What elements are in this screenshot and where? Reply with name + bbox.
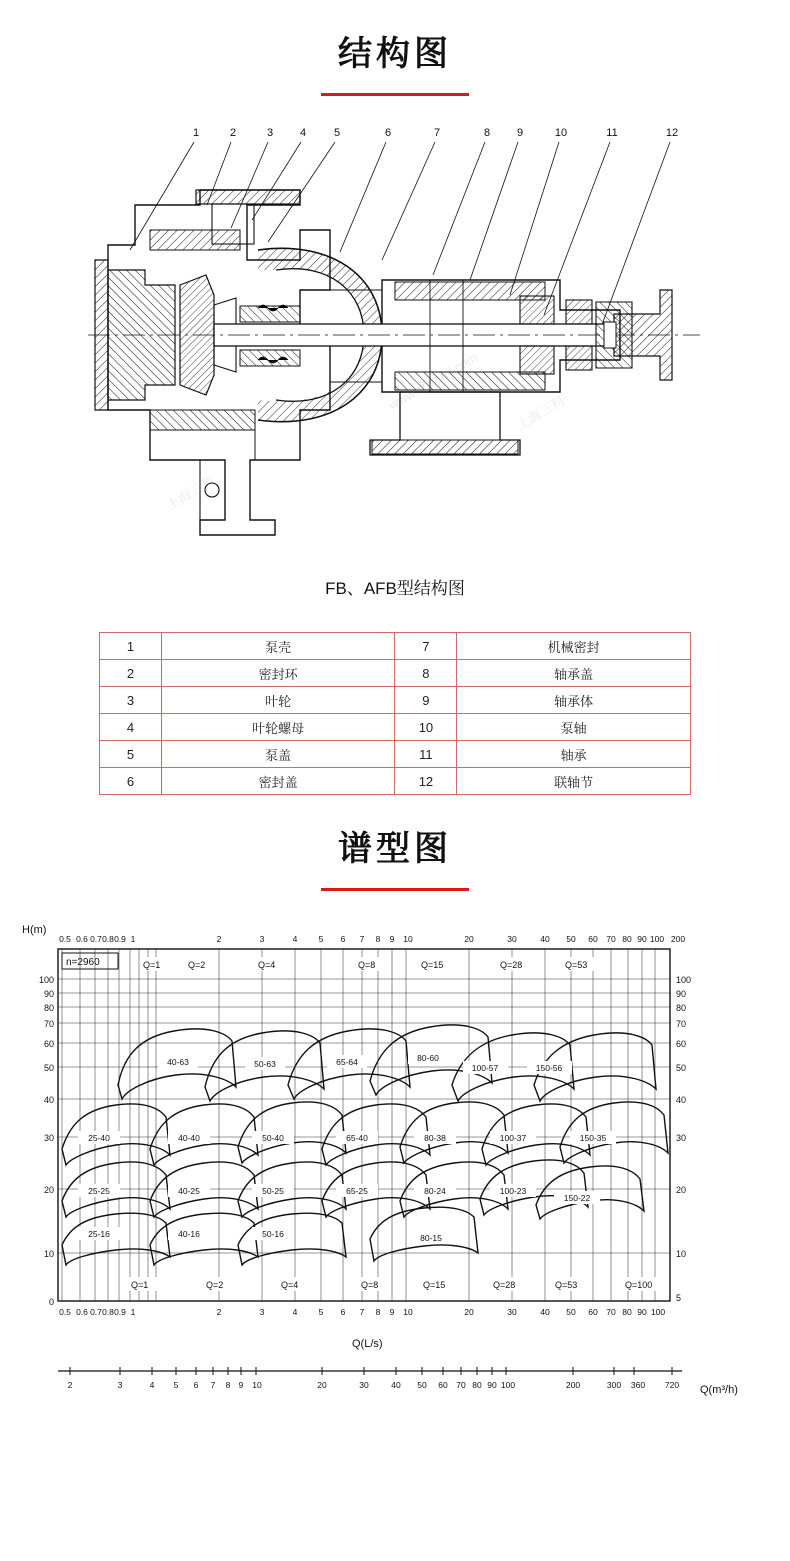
y-axis-label: H(m) (22, 924, 47, 936)
svg-text:5: 5 (676, 1293, 682, 1303)
svg-text:9: 9 (389, 1307, 395, 1317)
part-name: 联轴节 (457, 768, 691, 795)
svg-text:80: 80 (676, 1003, 687, 1013)
svg-text:70: 70 (676, 1019, 687, 1029)
svg-text:0.6: 0.6 (76, 1307, 88, 1317)
svg-text:12: 12 (665, 127, 679, 139)
svg-text:80-38: 80-38 (424, 1133, 446, 1143)
part-name: 叶轮 (161, 687, 395, 714)
horizontal-gridlines (58, 979, 670, 1253)
svg-text:80-24: 80-24 (424, 1186, 446, 1196)
svg-text:0.8: 0.8 (102, 1307, 114, 1317)
svg-text:1: 1 (192, 127, 200, 139)
svg-text:40: 40 (391, 1380, 401, 1390)
svg-text:2: 2 (67, 1380, 73, 1390)
table-row (100, 687, 691, 714)
svg-text:40-63: 40-63 (167, 1057, 189, 1067)
profile-section-title: 谱型图 (338, 830, 452, 868)
svg-text:100: 100 (649, 934, 665, 944)
profile-title-underline (321, 888, 469, 891)
svg-text:4: 4 (292, 934, 298, 944)
svg-text:25-25: 25-25 (88, 1186, 110, 1196)
svg-text:10: 10 (403, 1307, 413, 1317)
svg-text:300: 300 (606, 1380, 622, 1390)
svg-text:50-16: 50-16 (262, 1229, 284, 1239)
svg-text:60: 60 (588, 934, 598, 944)
svg-text:0.7: 0.7 (90, 934, 102, 944)
svg-text:100: 100 (650, 1307, 666, 1317)
svg-text:上海三利: 上海三利 (164, 473, 217, 513)
svg-text:70: 70 (43, 1019, 54, 1029)
svg-text:Q=1: Q=1 (131, 1280, 149, 1290)
part-number: 8 (395, 660, 457, 687)
svg-text:200: 200 (565, 1380, 581, 1390)
svg-text:90: 90 (637, 1307, 647, 1317)
svg-text:5: 5 (318, 1307, 324, 1317)
svg-text:www.shsanli.com: www.shsanli.com (386, 349, 480, 413)
svg-text:Q=4: Q=4 (258, 960, 276, 970)
table-row (100, 714, 691, 741)
svg-text:Q=28: Q=28 (500, 960, 523, 970)
svg-text:9: 9 (238, 1380, 244, 1390)
svg-text:20: 20 (464, 1307, 474, 1317)
svg-text:4: 4 (299, 127, 307, 139)
svg-text:720: 720 (664, 1380, 680, 1390)
svg-text:25-16: 25-16 (88, 1229, 110, 1239)
part-number: 11 (395, 741, 457, 768)
svg-text:30: 30 (676, 1133, 687, 1143)
svg-text:0.7: 0.7 (90, 1307, 102, 1317)
svg-text:50: 50 (566, 1307, 576, 1317)
part-name: 泵盖 (161, 741, 395, 768)
svg-text:2: 2 (216, 934, 222, 944)
svg-text:2: 2 (216, 1307, 222, 1317)
svg-text:50-40: 50-40 (262, 1133, 284, 1143)
svg-text:60: 60 (438, 1380, 448, 1390)
svg-text:30: 30 (43, 1133, 54, 1143)
svg-text:40: 40 (540, 1307, 550, 1317)
svg-text:40-16: 40-16 (178, 1229, 200, 1239)
svg-text:6: 6 (340, 1307, 346, 1317)
svg-text:0.6: 0.6 (76, 934, 88, 944)
svg-text:7: 7 (433, 127, 441, 139)
svg-text:80-60: 80-60 (417, 1053, 439, 1063)
svg-text:150-56: 150-56 (535, 1063, 563, 1073)
part-name: 轴承 (457, 741, 691, 768)
svg-text:Q=28: Q=28 (493, 1280, 516, 1290)
part-name: 密封盖 (161, 768, 395, 795)
svg-text:80: 80 (43, 1003, 54, 1013)
svg-text:70: 70 (606, 1307, 616, 1317)
y-right-tick-labels (676, 975, 691, 1303)
structure-drawing (0, 110, 790, 610)
svg-text:60: 60 (43, 1039, 54, 1049)
svg-text:150-35: 150-35 (579, 1133, 607, 1143)
svg-text:20: 20 (464, 934, 474, 944)
svg-text:0.9: 0.9 (114, 1307, 126, 1317)
svg-text:11: 11 (606, 127, 618, 139)
svg-text:90: 90 (676, 989, 687, 999)
part-number: 5 (100, 741, 162, 768)
svg-text:50: 50 (417, 1380, 427, 1390)
svg-text:6: 6 (340, 934, 346, 944)
part-number: 9 (395, 687, 457, 714)
svg-text:0: 0 (48, 1297, 54, 1307)
performance-chart (0, 909, 790, 1429)
svg-text:10: 10 (554, 127, 568, 139)
svg-text:80: 80 (472, 1380, 482, 1390)
svg-text:100-23: 100-23 (499, 1186, 527, 1196)
part-number: 6 (100, 768, 162, 795)
part-name: 密封环 (161, 660, 395, 687)
svg-text:0.5: 0.5 (59, 934, 71, 944)
svg-text:10: 10 (403, 934, 413, 944)
svg-text:65-40: 65-40 (346, 1133, 368, 1143)
svg-text:3: 3 (259, 1307, 265, 1317)
svg-text:Q=8: Q=8 (361, 1280, 379, 1290)
svg-text:7: 7 (359, 934, 365, 944)
svg-text:30: 30 (507, 934, 517, 944)
part-name: 叶轮螺母 (161, 714, 395, 741)
svg-text:70: 70 (456, 1380, 466, 1390)
vertical-gridlines (62, 949, 670, 1301)
part-number: 7 (395, 633, 457, 660)
svg-text:6: 6 (384, 127, 392, 139)
svg-text:1: 1 (130, 1307, 136, 1317)
svg-text:80: 80 (622, 934, 632, 944)
svg-text:8: 8 (225, 1380, 231, 1390)
part-name: 轴承盖 (457, 660, 691, 687)
svg-text:Q=4: Q=4 (281, 1280, 299, 1290)
svg-text:70: 70 (606, 934, 616, 944)
svg-text:90: 90 (43, 989, 54, 999)
x-axis-label-2: Q(m³/h) (700, 1384, 738, 1396)
table-row (100, 741, 691, 768)
svg-text:20: 20 (317, 1380, 327, 1390)
structure-title-underline (321, 93, 469, 96)
svg-text:90: 90 (487, 1380, 497, 1390)
svg-text:Q=53: Q=53 (565, 960, 588, 970)
table-row (100, 660, 691, 687)
svg-text:30: 30 (507, 1307, 517, 1317)
part-number: 12 (395, 768, 457, 795)
part-number: 1 (100, 633, 162, 660)
part-name: 泵壳 (161, 633, 395, 660)
svg-text:20: 20 (676, 1185, 687, 1195)
svg-text:360: 360 (630, 1380, 646, 1390)
svg-text:25-40: 25-40 (88, 1133, 110, 1143)
svg-text:100: 100 (38, 975, 54, 985)
structure-section-title: 结构图 (338, 35, 452, 73)
svg-text:40-40: 40-40 (178, 1133, 200, 1143)
svg-text:0.8: 0.8 (102, 934, 114, 944)
svg-text:3: 3 (266, 127, 274, 139)
svg-text:Q=2: Q=2 (188, 960, 206, 970)
svg-text:9: 9 (389, 934, 395, 944)
part-name: 轴承体 (457, 687, 691, 714)
svg-text:40: 40 (540, 934, 550, 944)
svg-text:3: 3 (259, 934, 265, 944)
drawing-caption: FB、AFB型结构图 (325, 579, 465, 598)
speed-label: n=2960 (66, 957, 100, 968)
svg-text:10: 10 (43, 1249, 54, 1259)
svg-text:30: 30 (359, 1380, 369, 1390)
x-bottom-tick-labels (59, 1307, 665, 1317)
svg-text:8: 8 (375, 1307, 381, 1317)
svg-text:100: 100 (676, 975, 692, 985)
svg-text:150-22: 150-22 (563, 1193, 591, 1203)
svg-text:Q=1: Q=1 (143, 960, 161, 970)
svg-text:40-25: 40-25 (178, 1186, 200, 1196)
svg-text:Q=15: Q=15 (423, 1280, 446, 1290)
pump-cross-section (88, 190, 700, 535)
svg-text:65-64: 65-64 (336, 1057, 358, 1067)
svg-text:50-25: 50-25 (262, 1186, 284, 1196)
svg-text:6: 6 (193, 1380, 199, 1390)
svg-text:1: 1 (130, 934, 136, 944)
svg-text:20: 20 (43, 1185, 54, 1195)
svg-text:10: 10 (252, 1380, 262, 1390)
svg-text:100-57: 100-57 (471, 1063, 499, 1073)
svg-text:0.5: 0.5 (59, 1307, 71, 1317)
svg-text:上海三利: 上海三利 (514, 393, 567, 433)
svg-text:65-25: 65-25 (346, 1186, 368, 1196)
svg-text:80: 80 (622, 1307, 632, 1317)
table-row (100, 768, 691, 795)
svg-text:50: 50 (43, 1063, 54, 1073)
table-row (100, 633, 691, 660)
part-name: 机械密封 (457, 633, 691, 660)
part-number: 2 (100, 660, 162, 687)
svg-text:8: 8 (483, 127, 491, 139)
svg-text:60: 60 (676, 1039, 687, 1049)
svg-text:Q=100: Q=100 (625, 1280, 653, 1290)
y-left-tick-labels (39, 975, 54, 1307)
q-labels-top (140, 957, 598, 971)
svg-text:40: 40 (43, 1095, 54, 1105)
svg-text:3: 3 (117, 1380, 123, 1390)
parts-table (99, 632, 691, 795)
svg-text:60: 60 (588, 1307, 598, 1317)
svg-text:8: 8 (375, 934, 381, 944)
q-labels-bottom (128, 1277, 662, 1291)
callout-labels (193, 127, 678, 139)
svg-text:4: 4 (292, 1307, 298, 1317)
svg-text:Q=8: Q=8 (358, 960, 376, 970)
svg-text:10: 10 (676, 1249, 687, 1259)
part-number: 4 (100, 714, 162, 741)
svg-text:2: 2 (229, 127, 237, 139)
x-axis-label: Q(L/s) (352, 1338, 383, 1350)
part-number: 10 (395, 714, 457, 741)
svg-text:Q=15: Q=15 (421, 960, 444, 970)
svg-text:5: 5 (333, 127, 341, 139)
svg-text:0.9: 0.9 (114, 934, 126, 944)
svg-text:Q=53: Q=53 (555, 1280, 578, 1290)
svg-text:7: 7 (359, 1307, 365, 1317)
svg-text:50: 50 (676, 1063, 687, 1073)
svg-text:7: 7 (210, 1380, 216, 1390)
svg-text:90: 90 (637, 934, 647, 944)
x-top-tick-labels (59, 934, 685, 944)
svg-text:9: 9 (516, 127, 524, 139)
svg-text:200: 200 (670, 934, 686, 944)
svg-text:40: 40 (676, 1095, 687, 1105)
part-name: 泵轴 (457, 714, 691, 741)
svg-text:50: 50 (566, 934, 576, 944)
svg-text:100: 100 (500, 1380, 516, 1390)
svg-text:50-63: 50-63 (254, 1059, 276, 1069)
svg-text:Q=2: Q=2 (206, 1280, 224, 1290)
x-secondary-tick-labels (68, 1380, 680, 1390)
svg-text:5: 5 (173, 1380, 179, 1390)
svg-text:4: 4 (149, 1380, 155, 1390)
part-number: 3 (100, 687, 162, 714)
svg-text:80-15: 80-15 (420, 1233, 442, 1243)
svg-text:100-37: 100-37 (499, 1133, 527, 1143)
svg-text:5: 5 (318, 934, 324, 944)
